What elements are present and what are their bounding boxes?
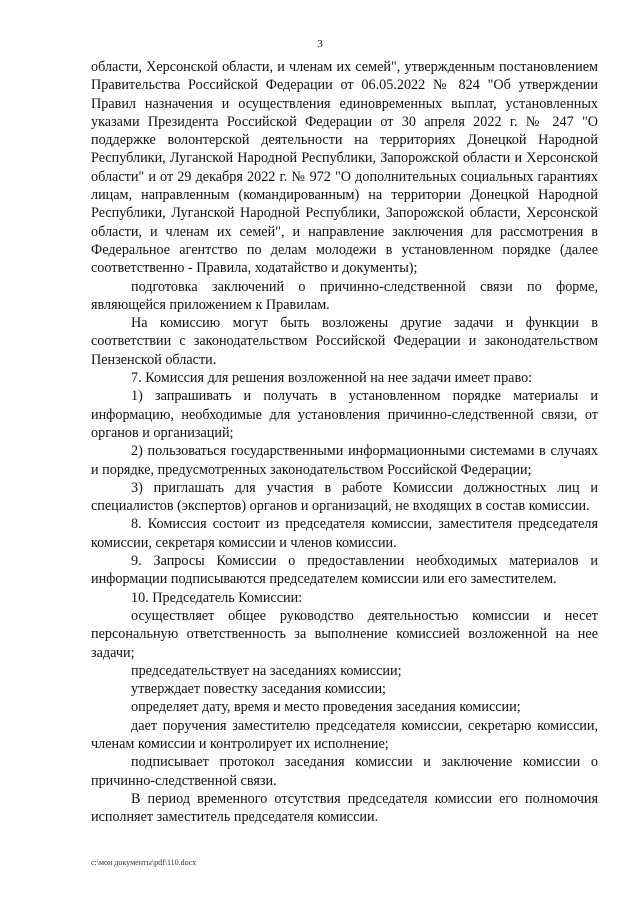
document-body [91,58,598,826]
paragraph: 3) приглашать для участия в работе Комиссии должностных лиц и специалистов (экспертов) органов и организаций, не входящих в состав комиссии. [91,479,598,515]
paragraph: председательствует на заседаниях комиссии; [131,662,402,679]
paragraph: 2) пользоваться государственными информационными системами в случаях и порядке, предусмотренных законодательством Российской Федерации; [91,443,598,478]
paragraph: дает поручения заместителю председателя комиссии, секретарю комиссии, членам комиссии и контролирует их исполнение; [91,717,598,752]
paragraph: На комиссию могут быть возложены другие задачи и функции в соответствии с законодательством Российской Федерации и законодательством Пензенской области. [91,315,598,368]
paragraph: осуществляет общее руководство деятельностью комиссии и несет персональную ответственность за выполнение комиссией возложенной на нее задачи; [91,607,598,661]
paragraph: 9. Запросы Комиссии о предоставлении необходимых материалов и информации подписываются председателем комиссии или его заместителем. [91,553,598,588]
paragraph: 10. Председатель Комиссии: [131,589,303,606]
paragraph: подготовка заключений о причинно-следственной связи по форме, являющейся приложением к Правилам. [91,278,598,313]
paragraph: 8. Комиссия состоит из председателя комиссии, заместителя председателя комиссии, секретаря комиссии и членов комиссии. [91,516,598,551]
footer-file-path: c:\мои документы\pdf\110.docx [91,858,197,867]
paragraph: области, Херсонской области, и членам их семей", утвержденным постановлением Правительства Российской Федерации от 06.05.2022 № 824 "Об утверждении Правил назначения и осуществления единовременных выплат, установленных указами Президента Российской Федерации от 30 апреля 2022 г. № 247 "О поддержке волонтерской деятельности на территориях Донецкой Народной Республики, Луганской Народной Республики, Запорожской области и Херсонской области" и от 29 декабря 2022 г. № 972 "О дополнительных социальных гарантиях лицам, направленным (командированным) на территории Донецкой Народной Республики, Луганской Народной Республики, Запорожской области, Херсонской области, и членам их семей", и направление заключения для рассмотрения в Федеральное агентство по делам молодежи в установленном порядке (далее соответственно - Правила, ходатайство и документы); [91,59,598,277]
paragraph: утверждает повестку заседания комиссии; [131,681,386,698]
paragraph: В период временного отсутствия председателя комиссии его полномочия исполняет заместитель председателя комиссии. [91,790,598,826]
page-number: 3 [317,38,323,50]
paragraph: 7. Комиссия для решения возложенной на нее задачи имеет право: [131,370,533,387]
paragraph: 1) запрашивать и получать в установленном порядке материалы и информацию, необходимые для установления причинно-следственной связи, от органов и организаций; [91,388,598,441]
paragraph: определяет дату, время и место проведения заседания комиссии; [131,699,521,716]
paragraph: подписывает протокол заседания комиссии и заключение комиссии о причинно-следственной связи. [91,754,598,789]
